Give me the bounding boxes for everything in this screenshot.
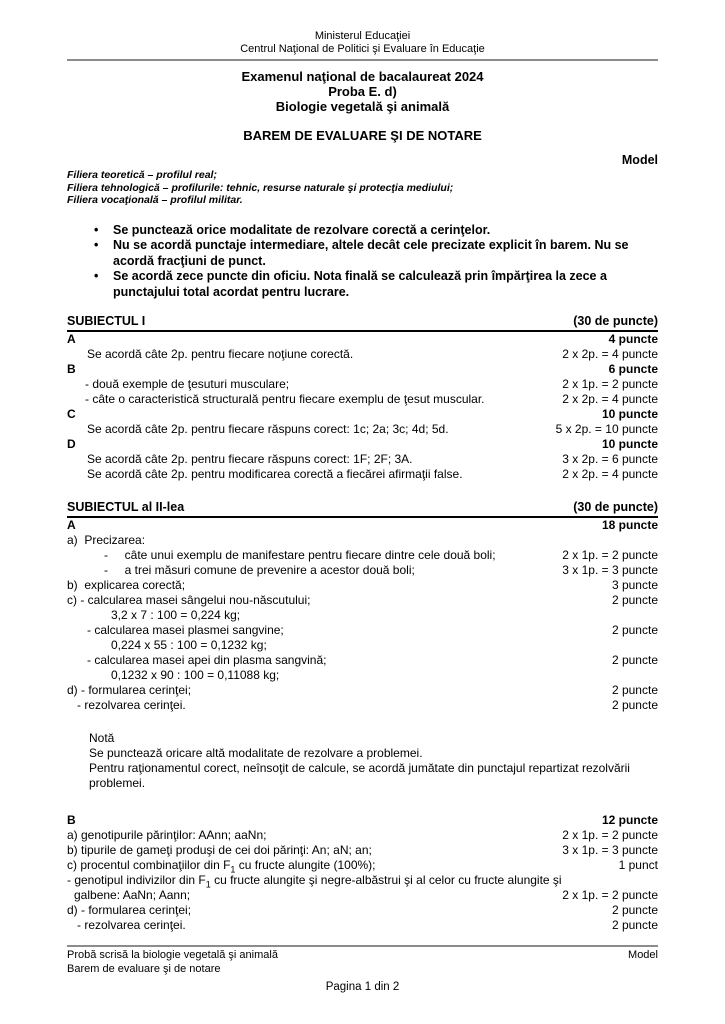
- ministry-line: Ministerul Educaţiei: [314, 30, 411, 42]
- row-text-part: c) procentul combinaţiilor din F: [67, 858, 231, 872]
- row-score: 2 puncte: [611, 593, 658, 607]
- row-score: [650, 638, 658, 653]
- rubric-row: [67, 593, 658, 608]
- rubric-row: [67, 347, 658, 362]
- rubric-row: [67, 828, 658, 843]
- rubric-row: [67, 437, 658, 452]
- rubric-row calculation-row: [67, 638, 658, 653]
- row-score: 4 puncte: [608, 332, 658, 346]
- center-line: Centrul Naţional de Politici şi Evaluare în Educaţie: [240, 43, 485, 55]
- row-left: Se acordă câte 2p. pentru fiecare răspuns corect: 1F; 2F; 3A.: [87, 452, 413, 466]
- row-left: Se acordă câte 2p. pentru fiecare noţiune corectă.: [87, 347, 354, 361]
- rubric-row: [67, 683, 658, 698]
- row-left: b) explicarea corectă;: [67, 578, 186, 592]
- bullet-dot-icon: •: [94, 222, 99, 237]
- rules-bullet-list: [67, 223, 658, 301]
- rubric-row: [67, 407, 658, 422]
- row-score: 2 x 1p. = 2 puncte: [562, 548, 658, 562]
- row-score: 1 punct: [618, 858, 658, 872]
- row-left: - calcularea masei apei din plasma sangvină;: [87, 653, 327, 667]
- row-left: A: [67, 518, 76, 532]
- rubric-row: [67, 377, 658, 392]
- f1-subscript: 1: [205, 879, 211, 890]
- row-left: a) genotipurile părinţilor: AAnn; aaNn;: [67, 828, 267, 842]
- row-left: Se acordă câte 2p. pentru modificarea corectă a fiecărei afirmaţii false.: [87, 467, 463, 481]
- row-left: 0,1232 x 90 : 100 = 0,11088 kg;: [111, 668, 280, 682]
- f1-subscript: 1: [230, 864, 236, 875]
- row-left: - rezolvarea cerinţei.: [77, 918, 186, 932]
- row-left: B: [67, 362, 76, 376]
- rubric-row calculation-row: [67, 668, 658, 683]
- subject2-part-b: [67, 813, 658, 933]
- rubric-row: [67, 858, 658, 873]
- row-left: - câte o caracteristică structurală pentru fiecare exemplu de ţesut muscular.: [85, 392, 485, 406]
- filiera-block: [67, 169, 658, 207]
- row-score: [650, 533, 658, 548]
- model-label: Model: [621, 153, 658, 167]
- row-score: 10 puncte: [601, 407, 658, 421]
- row-left: - două exemple de ţesuturi musculare;: [85, 377, 290, 391]
- row-left: Se acordă câte 2p. pentru fiecare răspuns corect: 1c; 2a; 3c; 4d; 5d.: [87, 422, 449, 436]
- title-block: [67, 69, 658, 114]
- row-score: 2 puncte: [611, 903, 658, 917]
- row-text-part: cu fructe alungite (100%);: [235, 858, 376, 872]
- row-text-part: - genotipul indivizilor din F: [67, 873, 206, 887]
- rubric-row: [67, 653, 658, 668]
- row-score: [650, 668, 658, 683]
- row-left: [67, 873, 562, 888]
- nota-line: Pentru raţionamentul corect, neînsoţit de calcule, se acordă jumătate din punctajul repartizat rezolvării problemei.: [89, 761, 630, 790]
- rubric-row: [67, 813, 658, 828]
- row-left: 0,224 x 55 : 100 = 0,1232 kg;: [111, 638, 267, 652]
- nota-block: [67, 731, 658, 791]
- row-left: d) - formularea cerinţei;: [67, 683, 192, 697]
- row-score: 2 puncte: [611, 683, 658, 697]
- rubric-row: [67, 623, 658, 638]
- row-score: 3 x 1p. = 3 puncte: [562, 843, 658, 857]
- subject2-title: SUBIECTUL al II-lea: [67, 500, 185, 514]
- rubric-row: [67, 873, 658, 888]
- bullet-dot-icon: •: [94, 238, 99, 252]
- row-left: - câte unui exemplu de manifestare pentru fiecare dintre cele două boli;: [104, 548, 496, 562]
- row-left: [67, 858, 376, 873]
- row-score: 2 x 1p. = 2 puncte: [562, 377, 658, 391]
- rubric-row: [67, 918, 658, 933]
- subject1-title: SUBIECTUL I: [67, 314, 146, 328]
- rubric-row: [67, 888, 658, 903]
- footer-barem-line: Barem de evaluare şi de notare: [67, 962, 221, 975]
- row-score: 3 x 1p. = 3 puncte: [562, 563, 658, 577]
- row-score: 2 puncte: [611, 918, 658, 932]
- row-score: 2 x 2p. = 4 puncte: [562, 467, 658, 481]
- subject2-points: (30 de puncte): [573, 500, 658, 514]
- subject2-part-a: [67, 518, 658, 713]
- nota-title: Notă: [89, 731, 115, 745]
- bullet-text: Se acordă zece puncte din oficiu. Nota finală se calculează prin împărţirea la zece a punctajului total acordat pentru lucrare.: [113, 269, 607, 299]
- header-rule: [67, 59, 658, 61]
- bullet-dot-icon: •: [94, 269, 99, 283]
- row-score: 5 x 2p. = 10 puncte: [555, 422, 658, 436]
- rubric-row: [67, 578, 658, 593]
- rubric-row: [67, 392, 658, 407]
- row-score: 12 puncte: [601, 813, 658, 827]
- rubric-row: [67, 563, 658, 578]
- proba-line: Proba E. d): [328, 84, 397, 99]
- row-score: 2 x 2p. = 4 puncte: [562, 392, 658, 406]
- exam-title: Examenul naţional de bacalaureat 2024: [241, 69, 484, 84]
- row-score: 18 puncte: [601, 518, 658, 532]
- rubric-row: [67, 518, 658, 533]
- row-score: 2 puncte: [611, 653, 658, 667]
- row-text-part: cu fructe alungite şi negre-albăstrui şi al celor cu fructe alungite şi: [210, 873, 562, 887]
- barem-title: BAREM DE EVALUARE ŞI DE NOTARE: [243, 128, 482, 143]
- row-score: 10 puncte: [601, 437, 658, 451]
- rubric-row: [67, 843, 658, 858]
- row-score: 6 puncte: [608, 362, 658, 376]
- filiera-line-vocationala: Filiera vocaţională – profilul militar.: [67, 194, 243, 206]
- row-left: c) - calcularea masei sângelui nou-născutului;: [67, 593, 311, 607]
- row-score: 2 puncte: [611, 698, 658, 712]
- subject2-header: [67, 500, 658, 518]
- rubric-row: [67, 422, 658, 437]
- row-left: galbene: AaNn; Aann;: [74, 888, 191, 902]
- row-left: 3,2 x 7 : 100 = 0,224 kg;: [111, 608, 241, 622]
- rubric-row: [67, 332, 658, 347]
- subject-line: Biologie vegetală şi animală: [275, 99, 450, 114]
- rubric-row: [67, 903, 658, 918]
- filiera-line-teoretica: Filiera teoretică – profilul real;: [67, 169, 217, 181]
- row-left: a) Precizarea:: [67, 533, 146, 547]
- row-left: d) - formularea cerinţei;: [67, 903, 192, 917]
- row-score: 2 x 2p. = 4 puncte: [562, 347, 658, 361]
- row-score: 3 x 2p. = 6 puncte: [562, 452, 658, 466]
- row-score: 2 puncte: [611, 623, 658, 637]
- bullet-text: Se punctează orice modalitate de rezolvare corectă a cerinţelor.: [113, 222, 491, 237]
- subject1-body: [67, 332, 658, 482]
- rubric-row: [67, 548, 658, 563]
- subject1-points: (30 de puncte): [573, 314, 658, 328]
- row-score: [650, 608, 658, 623]
- row-left: b) tipurile de gameţi produşi de cei doi părinţi: An; aN; an;: [67, 843, 372, 857]
- row-left: C: [67, 407, 76, 421]
- row-left: A: [67, 332, 76, 346]
- footer-rule: [67, 945, 658, 947]
- row-left: B: [67, 813, 76, 827]
- row-left: - a trei măsuri comune de prevenire a acestor două boli;: [104, 563, 415, 577]
- rubric-row calculation-row: [67, 608, 658, 623]
- rubric-row: [67, 467, 658, 482]
- rubric-row: [67, 533, 658, 548]
- footer-proba-line: Probă scrisă la biologie vegetală şi animală: [67, 949, 278, 961]
- subject1-header: [67, 314, 658, 332]
- rubric-row: [67, 698, 658, 713]
- row-left: - calcularea masei plasmei sangvine;: [87, 623, 284, 637]
- rubric-row: [67, 452, 658, 467]
- footer-model-label: Model: [628, 949, 658, 961]
- row-score: 2 x 1p. = 2 puncte: [562, 828, 658, 842]
- bullet-item: [67, 238, 658, 269]
- bullet-item: [67, 223, 658, 239]
- row-score: 3 puncte: [611, 578, 658, 592]
- row-left: D: [67, 437, 76, 451]
- footer-row: [67, 949, 658, 963]
- filiera-line-tehnologica: Filiera tehnologică – profilurile: tehnic, resurse naturale şi protecţia mediului;: [67, 181, 454, 194]
- footer-page-number: Pagina 1 din 2: [325, 981, 400, 993]
- rubric-row: [67, 362, 658, 377]
- row-score: 2 x 1p. = 2 puncte: [562, 888, 658, 902]
- bullet-text: Nu se acordă punctaje intermediare, altele decât cele precizate explicit în barem. Nu se acordă fracţiuni de punct.: [113, 238, 629, 268]
- row-score: [650, 873, 658, 888]
- page-footer: [67, 945, 658, 993]
- row-left: - rezolvarea cerinţei.: [77, 698, 186, 712]
- bullet-item: [67, 269, 658, 300]
- nota-line: Se punctează oricare altă modalitate de rezolvare a problemei.: [89, 746, 423, 760]
